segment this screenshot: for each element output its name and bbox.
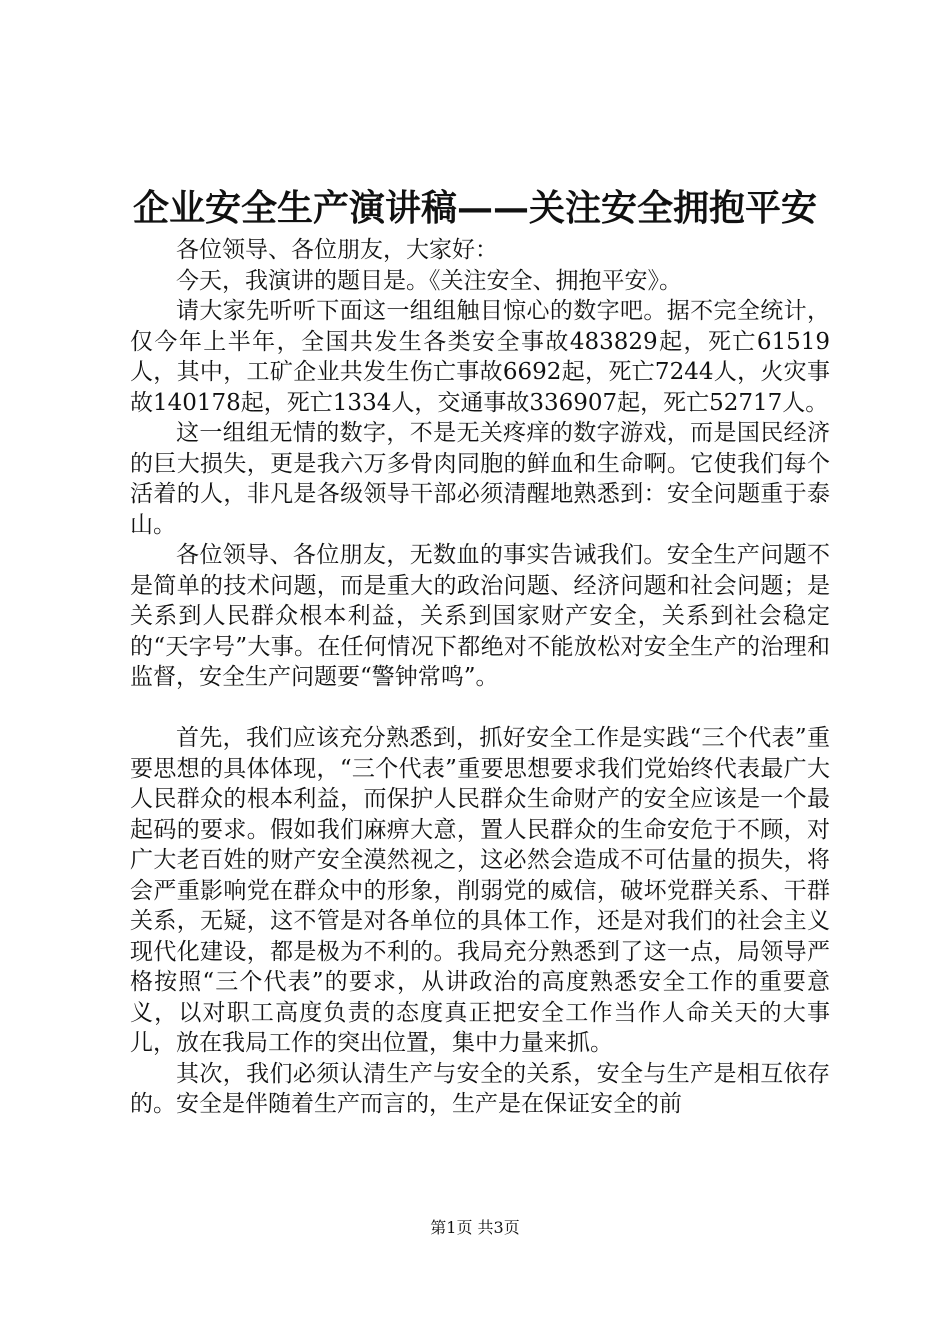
paragraph-topic: 今天，我演讲的题目是。《关注安全、拥抱平安》。 (176, 267, 682, 294)
paragraph-lessons: 各位领导、各位朋友，无数血的事实告诫我们。安全生产问题不是简单的技术问题，而是重大的政治问题、经济问题和社会问题；是关系到人民群众根本利益，关系到国家财产安全，关系到社会稳定的“天字号”大事。在任何情况下都绝对不能放松对安全生产的治理和监督，安全生产问题要“警钟常鸣”。 (130, 542, 830, 690)
page-number-footer: 第1页 共3页 (430, 1218, 520, 1237)
paragraph-second-point: 其次，我们必须认清生产与安全的关系，安全与生产是相互依存的。安全是伴随着生产而言的，生产是在保证安全的前 (130, 1060, 830, 1117)
paragraph-first-point: 首先，我们应该充分熟悉到，抓好安全工作是实践“三个代表”重要思想的具体体现，“三个代表”重要思想要求我们党始终代表最广大人民群众的根本利益，而保护人民群众生命财产的安全应该是一个最起码的要求。假如我们麻痹大意，置人民群众的生命安危于不顾，对广大老百姓的财产安全漠然视之，这必然会造成不可估量的损失，将会严重影响党在群众中的形象，削弱党的威信，破坏党群关系、干群关系，无疑，这不管是对各单位的具体工作，还是对我们的社会主义现代化建设，都是极为不利的。我局充分熟悉到了这一点，局领导严格按照“三个代表”的要求，从讲政治的高度熟悉安全工作的重要意义，以对职工高度负责的态度真正把安全工作当作人命关天的大事儿，放在我局工作的突出位置，集中力量来抓。 (130, 725, 830, 1056)
paragraph-spacer (130, 693, 830, 724)
paragraph-statistics: 请大家先听听下面这一组组触目惊心的数字吧。据不完全统计，仅今年上半年，全国共发生各类安全事故483829起，死亡61519人，其中，工矿企业共发生伤亡事故6692起，死亡7244人，火灾事故140178起，死亡1334人，交通事故336907起，死亡52717人。 (130, 298, 830, 416)
document-body (130, 235, 830, 1120)
paragraph-greeting: 各位领导、各位朋友，大家好： (176, 237, 498, 263)
document-title: 企业安全生产演讲稿——关注安全拥抱平安 (132, 187, 817, 229)
paragraph-numbers-meaning: 这一组组无情的数字，不是无关疼痒的数字游戏，而是国民经济的巨大损失，更是我六万多骨肉同胞的鲜血和生命啊。它使我们每个活着的人，非凡是各级领导干部必须清醒地熟悉到：安全问题重于泰山。 (130, 420, 830, 538)
